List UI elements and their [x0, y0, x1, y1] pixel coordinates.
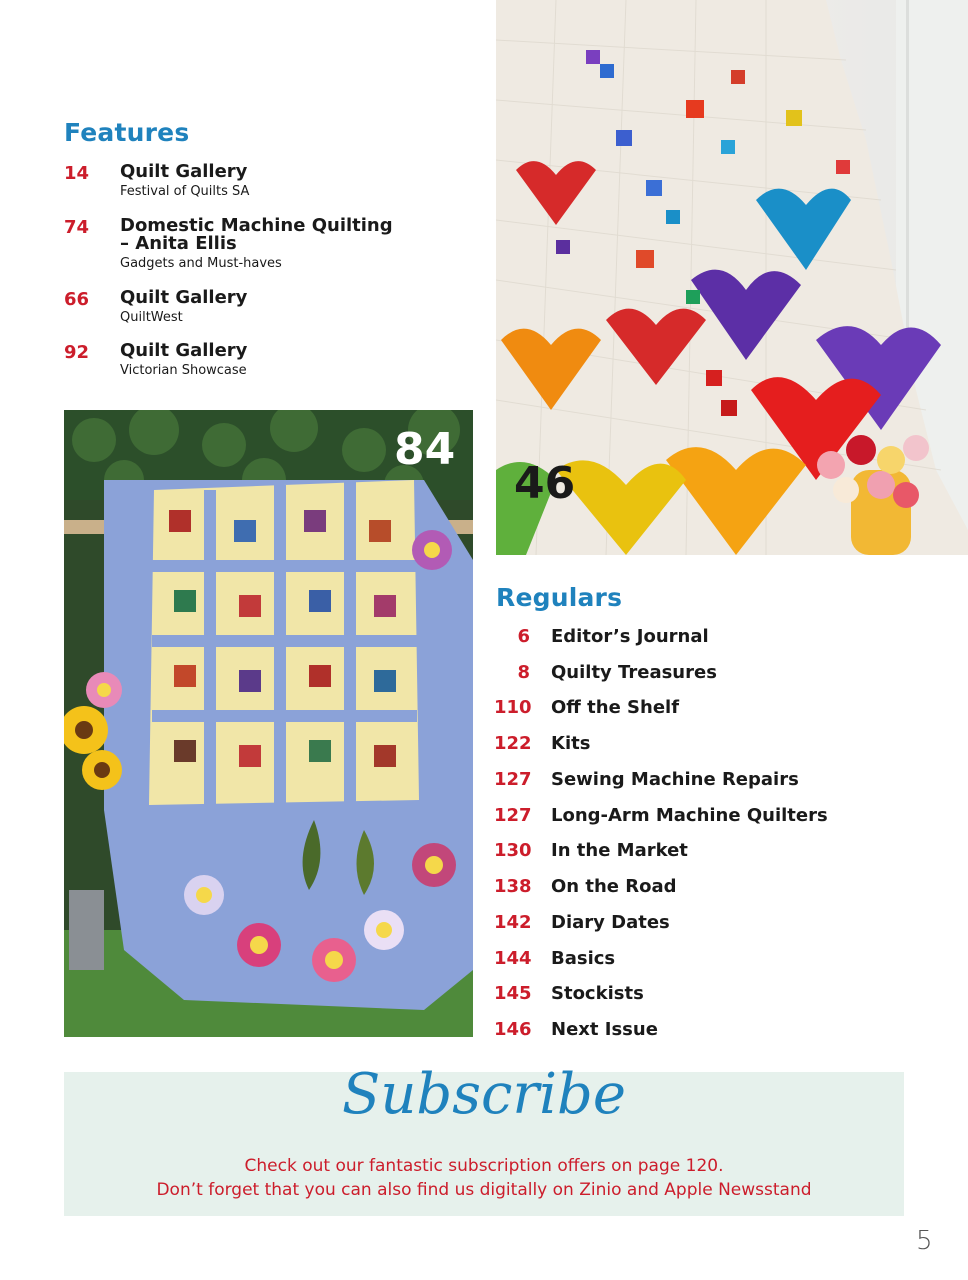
regular-item[interactable] — [494, 912, 934, 936]
subscribe-box[interactable] — [64, 1062, 904, 1216]
regular-page-number: 142 — [494, 912, 532, 933]
feature-item[interactable] — [64, 289, 464, 325]
regular-page-number: 146 — [494, 1019, 532, 1040]
regulars-heading: Regulars — [496, 583, 623, 612]
feature-page-number: 66 — [64, 289, 90, 310]
regular-label: Long-Arm Machine Quilters — [551, 805, 828, 826]
subscribe-heading: Subscribe — [341, 1062, 627, 1127]
regular-page-number: 130 — [494, 840, 532, 861]
flower-photo-page-number: 84 — [394, 424, 456, 475]
regular-page-number: 127 — [494, 769, 532, 790]
regular-label: Kits — [551, 733, 591, 754]
regular-label: Stockists — [551, 983, 644, 1004]
regular-label: In the Market — [551, 840, 688, 861]
regular-label: Editor’s Journal — [551, 626, 709, 647]
regular-page-number: 110 — [494, 697, 532, 718]
feature-item[interactable] — [64, 217, 464, 271]
regular-page-number: 145 — [494, 983, 532, 1004]
regular-label: On the Road — [551, 876, 677, 897]
regular-page-number: 144 — [494, 948, 532, 969]
feature-title: Quilt Gallery — [120, 340, 248, 361]
regular-item[interactable] — [494, 1019, 934, 1043]
regular-item[interactable] — [494, 662, 934, 686]
regular-page-number: 8 — [517, 662, 530, 683]
feature-page-number: 74 — [64, 217, 90, 238]
regular-page-number: 122 — [494, 733, 532, 754]
regular-item[interactable] — [494, 983, 934, 1007]
hearts-quilt-photo — [496, 0, 968, 555]
regular-item[interactable] — [494, 948, 934, 972]
regular-page-number: 127 — [494, 805, 532, 826]
features-heading: Features — [64, 118, 190, 147]
feature-page-number: 14 — [64, 163, 90, 184]
flower-quilt-illustration — [64, 410, 473, 1037]
feature-subtitle: Victorian Showcase — [120, 363, 247, 378]
regular-page-number: 138 — [494, 876, 532, 897]
regular-item[interactable] — [494, 626, 934, 650]
feature-item[interactable] — [64, 163, 464, 199]
subscribe-line-1: Check out our fantastic subscription offers on page 120. — [244, 1156, 724, 1176]
regular-item[interactable] — [494, 697, 934, 721]
feature-subtitle: QuiltWest — [120, 310, 183, 325]
regular-label: Diary Dates — [551, 912, 670, 933]
regular-item[interactable] — [494, 769, 934, 793]
regular-label: Off the Shelf — [551, 697, 680, 718]
regular-label: Next Issue — [551, 1019, 658, 1040]
feature-title: Quilt Gallery — [120, 287, 248, 308]
feature-subtitle: Festival of Quilts SA — [120, 184, 250, 199]
regular-item[interactable] — [494, 840, 934, 864]
feature-item[interactable] — [64, 342, 464, 378]
regular-item[interactable] — [494, 805, 934, 829]
feature-title-line2: – Anita Ellis — [120, 233, 237, 254]
page-number: 5 — [916, 1226, 933, 1256]
regular-label: Sewing Machine Repairs — [551, 769, 799, 790]
regular-item[interactable] — [494, 733, 934, 757]
feature-page-number: 92 — [64, 342, 90, 363]
flower-quilt-photo — [64, 410, 473, 1037]
feature-title: Quilt Gallery — [120, 161, 248, 182]
feature-subtitle: Gadgets and Must-haves — [120, 256, 282, 271]
regular-label: Quilty Treasures — [551, 662, 717, 683]
regular-item[interactable] — [494, 876, 934, 900]
regular-page-number: 6 — [517, 626, 530, 647]
hearts-photo-page-number: 46 — [514, 458, 576, 509]
feature-title: Domestic Machine Quilting — [120, 215, 393, 236]
regular-label: Basics — [551, 948, 616, 969]
subscribe-line-2: Don’t forget that you can also find us digitally on Zinio and Apple Newsstand — [156, 1180, 812, 1200]
